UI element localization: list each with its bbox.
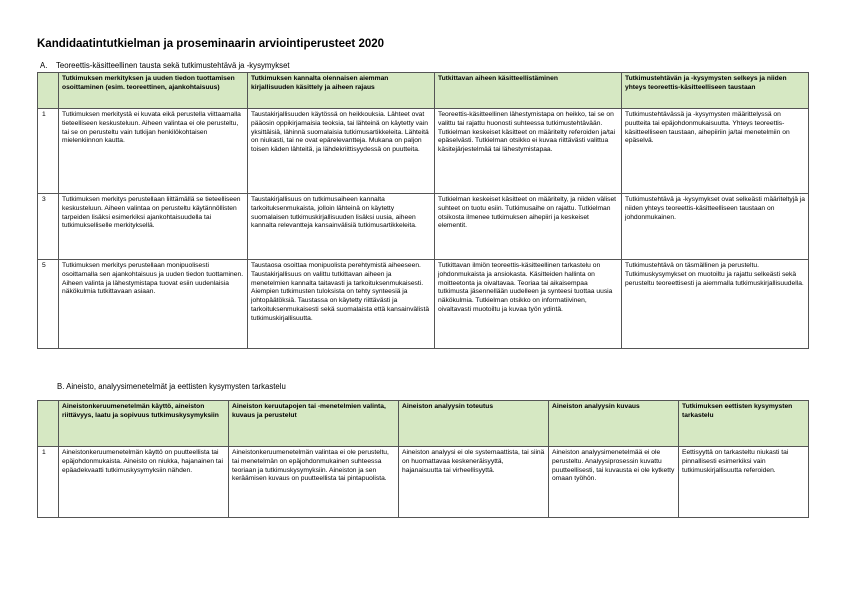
section-b-heading: [57, 382, 286, 391]
table-cell: Aineistonkeruumenetelmän valintaa ei ole perusteltu, tai menetelmän on epäjohdonmukainen suhteessa teoriaan ja tutkimuskysymyksiin. Aineiston ja sen keräämisen kuvaus on puutteellista tai pintapuolista.: [229, 447, 399, 518]
section-a-letter: A.: [40, 61, 48, 70]
table-cell: Tutkimuksen merkitys perustellaan liittämällä se tieteelliseen keskusteluun. Aiheen valintaa on perusteltu käytännöllisten tarpeiden lisäksi esimerkiksi ajankohtaisuudella tai tutkimukselliselle merkityksellä.: [59, 194, 248, 260]
table-cell: Tutkittavan ilmiön teoreettis-käsitteellinen tarkastelu on johdonmukaista ja ansiokasta. Käsitteiden hallinta on moitteetonta ja oivaltavaa. Teoriaa tai aikaisempaa tutkimusta jäsennellään uudelleen ja synteesi tuottaa uusia näkökulmia. Tutkielman otsikko on informatiivinen, oivaltavasti muotoiltu ja kuvaa työn ydintä.: [435, 260, 622, 349]
table-b-header-methods: Aineiston keruutapojen tai -menetelmien valinta, kuvaus ja perustelut: [229, 401, 399, 447]
table-cell: Tutkimustehtävä on täsmällinen ja perusteltu. Tutkimuskysymykset on muotoiltu ja rajattu selkeästi sekä perusteltu teoreettisesti ja aiemmalla tutkimuskirjallisuudella.: [622, 260, 809, 349]
table-cell: Tutkimustehtävä ja -kysymykset ovat selkeästi määriteltyjä ja niiden yhteys teoreettis-käsitteelliseen taustaan on johdonmukainen.: [622, 194, 809, 260]
table-row: [38, 194, 809, 260]
table-row: [38, 260, 809, 349]
table-cell: Taustaosa osoittaa monipuolista perehtymistä aiheeseen. Taustakirjallisuus on valittu tutkittavan aiheen ja menetelmien kannalta taitavasti ja tarkoituksenmukaisesti. Aiempien tutkimusten tuloksista on tehty synteesiä ja johtopäätöksiä. Taustassa on käytetty riittävästi ja tarkoituksenmukaisesti sekä suomalaista että kansainvälistä tutkimuskirjallisuutta.: [248, 260, 435, 349]
table-b-header-ethics: Tutkimuksen eettisten kysymysten tarkastelu: [679, 401, 809, 447]
score-cell: 1: [38, 447, 59, 518]
criteria-table-b: [37, 400, 809, 518]
section-b-title: Aineisto, analyysimenetelmät ja eettisten kysymysten tarkastelu: [66, 382, 286, 391]
table-a-header-conceptualization: Tutkittavan aiheen käsitteellistäminen: [435, 73, 622, 109]
table-b-header-data-collection: Aineistonkeruumenetelmän käyttö, aineiston riittävyys, laatu ja sopivuus tutkimuskysymyksiin: [59, 401, 229, 447]
section-a-title: Teoreettis-käsitteellinen tausta sekä tutkimustehtävä ja -kysymykset: [56, 61, 290, 70]
table-a-header-research-task: Tutkimustehtävän ja -kysymysten selkeys ja niiden yhteys teoreettis-käsitteelliseen taustaan: [622, 73, 809, 109]
table-a-header-significance: Tutkimuksen merkityksen ja uuden tiedon tuottamisen osoittaminen (esim. teoreettinen, ajankohtaisuus): [59, 73, 248, 109]
criteria-table-a: [37, 72, 809, 349]
table-b-header-score: [38, 401, 59, 447]
table-b-header-analysis-execution: Aineiston analyysin toteutus: [399, 401, 549, 447]
table-a-header-literature: Tutkimuksen kannalta olennaisen aiemman kirjallisuuden käsittely ja aiheen rajaus: [248, 73, 435, 109]
document-title: Kandidaatintutkielman ja proseminaarin arviointiperusteet 2020: [37, 38, 385, 50]
table-b-header-row: [38, 401, 809, 447]
table-cell: Aineistonkeruumenetelmän käyttö on puutteellista tai epäjohdonmukaista. Aineisto on niukka, hajanainen tai epäadekvaatti tutkimuskysymyksiin nähden.: [59, 447, 229, 518]
section-a-heading: [40, 61, 290, 70]
table-row: [38, 447, 809, 518]
score-cell: 1: [38, 109, 59, 194]
table-cell: Tutkimustehtävässä ja -kysymysten määrittelyssä on puutteita tai epäjohdonmukaisuutta. Yhteys teoreettis-käsitteelliseen taustaan, aihepiiriin ja/tai menetelmiin on epäselvä.: [622, 109, 809, 194]
table-cell: Tutkielman keskeiset käsitteet on määritelty, ja niiden väliset suhteet on tuotu esiin. Tutkimusaihe on rajattu. Tutkielman otsikosta ilmenee tutkimuksen aihepiiri ja keskeiset elementit.: [435, 194, 622, 260]
score-cell: 3: [38, 194, 59, 260]
table-a-header-row: [38, 73, 809, 109]
table-cell: Tutkimuksen merkitystä ei kuvata eikä perustella viittaamalla tieteelliseen keskusteluun. Aiheen valintaa ei ole perusteltu, tai se on perusteltu vain tutkijan henkilökohtaisen mielenkiinnon kautta.: [59, 109, 248, 194]
table-cell: Aineiston analyysimenetelmää ei ole perusteltu. Analyysiprosessin kuvattu puutteellisesti, tai kuvausta ei ole kytketty omaan työhön.: [549, 447, 679, 518]
table-cell: Taustakirjallisuus on tutkimusaiheen kannalta tarkoituksenmukaista, jolloin lähteinä on käytetty suomalaisen tutkimuskirjallisuuden lisäksi uusia, aiheen kannalta relevantteja kansainvälisiä tutkimusartikkeleita.: [248, 194, 435, 260]
table-cell: Aineiston analyysi ei ole systemaattista, tai siinä on huomattavaa keskeneräisyyttä, hajanaisuutta tai virheellisyyttä.: [399, 447, 549, 518]
table-row: [38, 109, 809, 194]
section-b-letter: B.: [57, 382, 65, 391]
table-cell: Tutkimuksen merkitys perustellaan monipuolisesti osoittamalla sen ajankohtaisuus ja uuden tiedon tuottaminen. Aiheen valinta ja lähestymistapa tuovat esiin uudenlaisia näkökulmia tutkittavaan asiaan.: [59, 260, 248, 349]
table-cell: Taustakirjallisuuden käytössä on heikkouksia. Lähteet ovat pääosin oppikirjamaisia teoksia, tai lähteinä on käytetty vain yksittäisiä, lähinnä suomalaisia tutkimusartikkeleita. Lähteitä on niukasti, tai ne ovat epärelevantteja. Mukana on paljon toisen käden lähteitä, ja lähdekriittisyydessä on puutteita.: [248, 109, 435, 194]
table-a-header-score: [38, 73, 59, 109]
table-cell: Teoreettis-käsitteellinen lähestymistapa on heikko, tai se on valittu tai rajattu huonosti suhteessa tutkimustehtävään. Tutkielman keskeiset käsitteet on määritelty referoiden ja/tai epäselvästi. Tutkielman otsikko ei kuvaa riittävästi valittua käsitejärjestelmää tai lähestymistapaa.: [435, 109, 622, 194]
table-b-header-analysis-description: Aineiston analyysin kuvaus: [549, 401, 679, 447]
score-cell: 5: [38, 260, 59, 349]
table-cell: Eettisyyttä on tarkasteltu niukasti tai pinnallisesti esimerkiksi vain tutkimuskirjallisuutta referoiden.: [679, 447, 809, 518]
